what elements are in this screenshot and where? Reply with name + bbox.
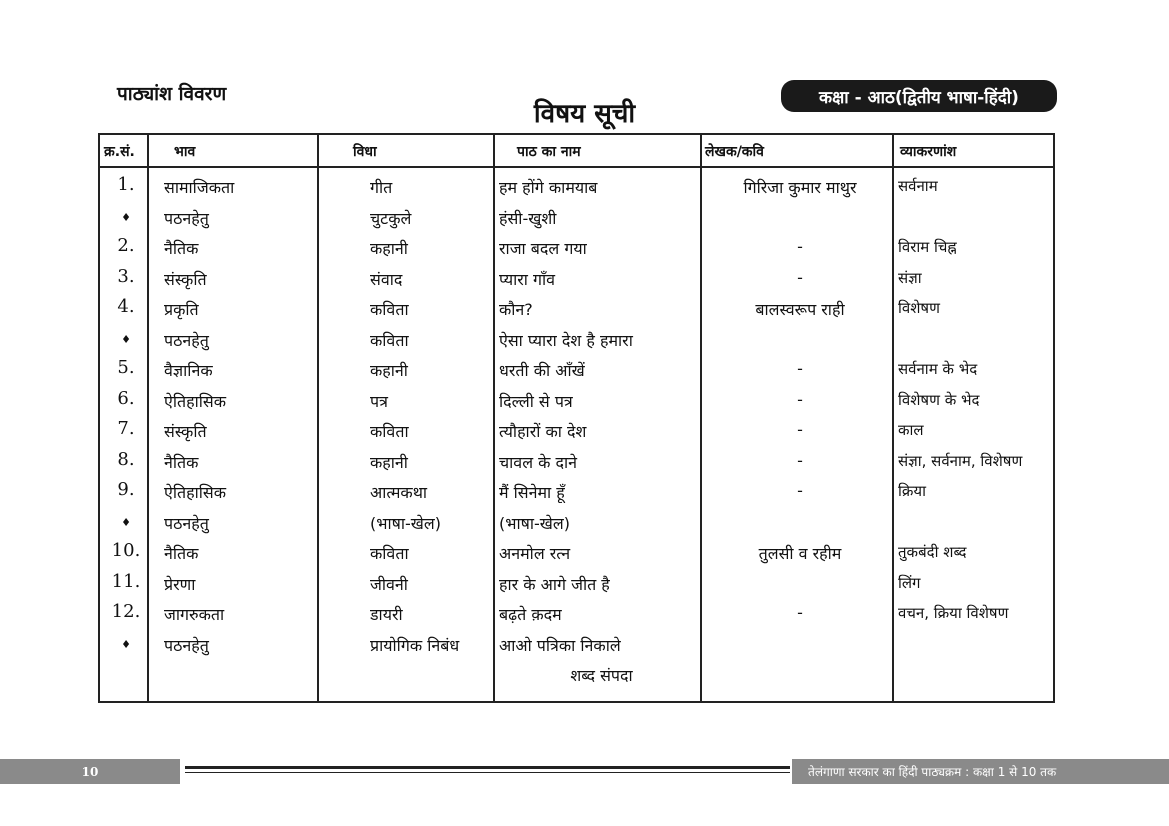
row-lesson: त्यौहारों का देश <box>499 422 587 441</box>
row-grammar: संज्ञा, सर्वनाम, विशेषण <box>898 451 1023 470</box>
row-theme: संस्कृति <box>164 422 207 441</box>
row-author: - <box>797 481 803 500</box>
row-genre: कहानी <box>370 361 408 380</box>
row-author: गिरिजा कुमार माथुर <box>743 178 857 197</box>
page-title: विषय सूची <box>533 99 636 129</box>
row-lesson: शब्द संपदा <box>570 666 633 685</box>
row-genre: डायरी <box>370 605 403 624</box>
table-body <box>100 173 1053 692</box>
column-header-theme: भाव <box>174 144 196 160</box>
row-grammar: क्रिया <box>898 482 926 500</box>
row-lesson: प्यारा गाँव <box>499 269 556 289</box>
row-genre: (भाषा-खेल) <box>370 513 441 533</box>
table-row <box>100 631 1053 662</box>
row-number: 11. <box>111 570 141 592</box>
table-row <box>100 570 1053 601</box>
row-number: 6. <box>117 387 135 409</box>
row-grammar: विशेषण के भेद <box>898 390 980 409</box>
row-genre: गीत <box>370 178 393 197</box>
table-row <box>100 265 1053 296</box>
row-number: 10. <box>111 540 141 561</box>
row-theme: प्रेरणा <box>164 574 196 594</box>
row-grammar: सर्वनाम के भेद <box>898 360 978 378</box>
row-theme: पठनहेतु <box>164 513 209 533</box>
row-lesson: हम होंगे कामयाब <box>499 178 598 197</box>
row-grammar: लिंग <box>898 573 921 592</box>
column-header-genre: विधा <box>353 144 377 160</box>
row-author: - <box>797 359 803 378</box>
row-number: 2. <box>117 235 135 256</box>
row-grammar: काल <box>898 421 924 439</box>
row-author: - <box>797 420 803 439</box>
row-author: - <box>797 389 803 409</box>
row-genre: कविता <box>370 330 409 350</box>
table-row <box>100 600 1053 631</box>
row-lesson: (भाषा-खेल) <box>499 513 570 533</box>
row-grammar: विशेषण <box>898 299 940 317</box>
table-row <box>100 539 1053 570</box>
column-header-grammar: व्याकरणांश <box>900 144 957 160</box>
table-row <box>100 326 1053 357</box>
row-genre: कविता <box>370 300 409 319</box>
row-author: तुलसी व रहीम <box>758 544 842 563</box>
row-lesson: मैं सिनेमा हूँ <box>499 483 565 502</box>
row-theme: नैतिक <box>164 544 199 563</box>
row-theme: ऐतिहासिक <box>164 391 227 411</box>
row-genre: कविता <box>370 422 409 441</box>
column-header-lesson: पाठ का नाम <box>517 144 581 160</box>
row-author: - <box>797 603 803 622</box>
class-badge: कक्षा - आठ(द्वितीय भाषा-हिंदी) <box>781 80 1057 112</box>
table-row <box>100 661 1053 692</box>
table-row <box>100 295 1053 326</box>
row-number: ♦ <box>121 210 131 224</box>
row-number: 1. <box>117 174 135 195</box>
row-genre: आत्मकथा <box>370 483 428 502</box>
row-lesson: दिल्ली से पत्र <box>499 391 573 411</box>
row-theme: वैज्ञानिक <box>164 361 213 380</box>
row-theme: पठनहेतु <box>164 208 209 228</box>
row-theme: जागरुकता <box>164 605 225 624</box>
table-row <box>100 448 1053 479</box>
footer-rule <box>185 766 790 776</box>
row-genre: जीवनी <box>370 574 408 594</box>
row-genre: कहानी <box>370 239 408 258</box>
row-number: 12. <box>111 601 141 622</box>
table-row <box>100 478 1053 509</box>
row-theme: नैतिक <box>164 452 199 472</box>
row-grammar: संज्ञा <box>898 268 922 287</box>
table-row <box>100 387 1053 418</box>
row-lesson: धरती की आँखें <box>499 361 585 380</box>
row-lesson: बढ़ते क़दम <box>499 605 562 624</box>
row-genre: कहानी <box>370 452 408 472</box>
row-author: बालस्वरूप राही <box>755 300 845 319</box>
row-author: - <box>797 450 803 470</box>
table-row <box>100 509 1053 540</box>
table-row <box>100 173 1053 204</box>
row-number: ♦ <box>121 515 131 529</box>
page-number: 10 <box>0 759 180 784</box>
row-genre: पत्र <box>370 391 388 411</box>
row-lesson: कौन? <box>499 300 533 319</box>
row-number: 4. <box>117 296 135 317</box>
row-number: 8. <box>117 448 135 470</box>
row-number: ♦ <box>121 637 131 651</box>
row-lesson: राजा बदल गया <box>499 239 587 258</box>
row-theme: सामाजिकता <box>164 178 235 197</box>
row-genre: चुटकुले <box>370 208 412 228</box>
table-row <box>100 417 1053 448</box>
column-header-author: लेखक/कवि <box>705 144 764 160</box>
row-theme: पठनहेतु <box>164 330 209 350</box>
row-lesson: चावल के दाने <box>499 452 578 472</box>
row-theme: प्रकृति <box>164 300 199 319</box>
row-lesson: अनमोल रत्न <box>499 544 571 563</box>
contents-table <box>98 133 1055 703</box>
row-theme: पठनहेतु <box>164 635 209 655</box>
row-number: ♦ <box>121 332 131 346</box>
table-row <box>100 234 1053 265</box>
header-divider <box>100 166 1053 168</box>
row-number: 7. <box>117 418 135 439</box>
row-grammar: वचन, क्रिया विशेषण <box>898 604 1009 622</box>
row-number: 3. <box>117 265 135 287</box>
row-lesson: आओ पत्रिका निकाले <box>499 635 621 655</box>
table-row <box>100 356 1053 387</box>
section-label: पाठ्यांश विवरण <box>117 83 227 105</box>
row-theme: संस्कृति <box>164 269 207 289</box>
row-lesson: हार के आगे जीत है <box>499 574 610 594</box>
row-author: - <box>797 237 803 256</box>
row-number: 5. <box>117 357 135 378</box>
row-number: 9. <box>117 479 135 500</box>
row-genre: संवाद <box>370 269 403 289</box>
row-grammar: तुकबंदी शब्द <box>898 543 967 561</box>
table-row <box>100 204 1053 235</box>
column-header-number: क्र.सं. <box>104 144 135 160</box>
row-grammar: विराम चिह्न <box>898 238 957 256</box>
row-grammar: सर्वनाम <box>898 177 938 195</box>
row-theme: नैतिक <box>164 239 199 258</box>
row-lesson: ऐसा प्यारा देश है हमारा <box>499 330 633 350</box>
row-lesson: हंसी-खुशी <box>499 208 557 228</box>
row-theme: ऐतिहासिक <box>164 483 227 502</box>
row-genre: कविता <box>370 544 409 563</box>
footer-caption: तेलंगाणा सरकार का हिंदी पाठ्यक्रम : कक्षा 1 से 10 तक <box>792 759 1169 784</box>
row-genre: प्रायोगिक निबंध <box>370 635 460 655</box>
row-author: - <box>797 267 803 287</box>
